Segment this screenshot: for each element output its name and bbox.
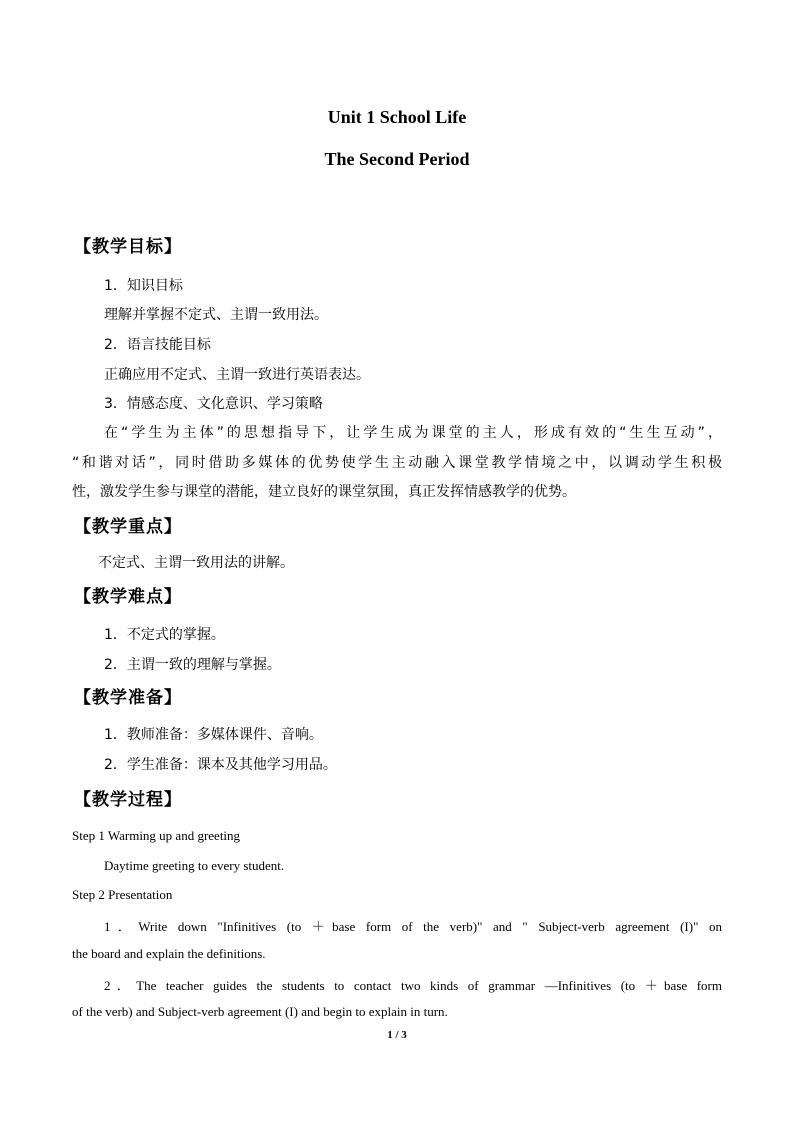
objective-3-line-1: 在“学生为主体”的思想指导下，让学生成为课堂的主人，形成有效的“生生互动”， bbox=[104, 425, 722, 441]
document-title: Unit 1 School Life bbox=[327, 107, 467, 127]
section-heading-difficulties: 【教学难点】 bbox=[74, 587, 182, 607]
preparation-item-1: 1．教师准备：多媒体课件、音响。 bbox=[104, 727, 323, 743]
step-2-item-1-line-2: the board and explain the definitions. bbox=[72, 946, 266, 961]
key-points-text: 不定式、主谓一致用法的讲解。 bbox=[98, 555, 294, 571]
step-1-text: Daytime greeting to every student. bbox=[104, 858, 285, 873]
objective-3-line-2: “和谐对话”，同时借助多媒体的优势使学生主动融入课堂教学情境之中，以调动学生积极 bbox=[72, 455, 722, 471]
preparation-item-2: 2．学生准备：课本及其他学习用品。 bbox=[104, 757, 337, 773]
page-number: 1 / 3 bbox=[387, 1029, 407, 1041]
objective-1-title: 1．知识目标 bbox=[104, 278, 183, 294]
objective-3-line-3: 性，激发学生参与课堂的潜能，建立良好的课堂氛围，真正发挥情感教学的优势。 bbox=[72, 484, 576, 500]
objective-2-text: 正确应用不定式、主谓一致进行英语表达。 bbox=[104, 367, 370, 383]
objective-3-title: 3．情感态度、文化意识、学习策略 bbox=[104, 396, 323, 412]
step-1-title: Step 1 Warming up and greeting bbox=[72, 828, 241, 843]
step-2-item-2-line-1: 2．The teacher guides the students to contact two kinds of grammar —Infinitives (to ＋base form bbox=[104, 978, 722, 993]
difficulty-item-2: 2．主谓一致的理解与掌握。 bbox=[104, 657, 281, 673]
difficulty-item-1: 1．不定式的掌握。 bbox=[104, 627, 225, 643]
section-heading-key-points: 【教学重点】 bbox=[74, 517, 182, 537]
step-2-item-2-line-2: of the verb) and Subject-verb agreement (I) and begin to explain in turn. bbox=[72, 1004, 448, 1019]
objective-2-title: 2．语言技能目标 bbox=[104, 337, 211, 353]
objective-1-text: 理解并掌握不定式、主谓一致用法。 bbox=[104, 307, 328, 323]
step-2-title: Step 2 Presentation bbox=[72, 887, 173, 902]
section-heading-objectives: 【教学目标】 bbox=[74, 237, 182, 257]
step-2-item-1-line-1: 1．Write down "Infinitives (to ＋base form of the verb)" and " Subject-verb agreement (I)" on bbox=[104, 919, 722, 934]
section-heading-process: 【教学过程】 bbox=[74, 790, 182, 810]
section-heading-preparation: 【教学准备】 bbox=[74, 688, 182, 708]
document-subtitle: The Second Period bbox=[324, 149, 470, 169]
